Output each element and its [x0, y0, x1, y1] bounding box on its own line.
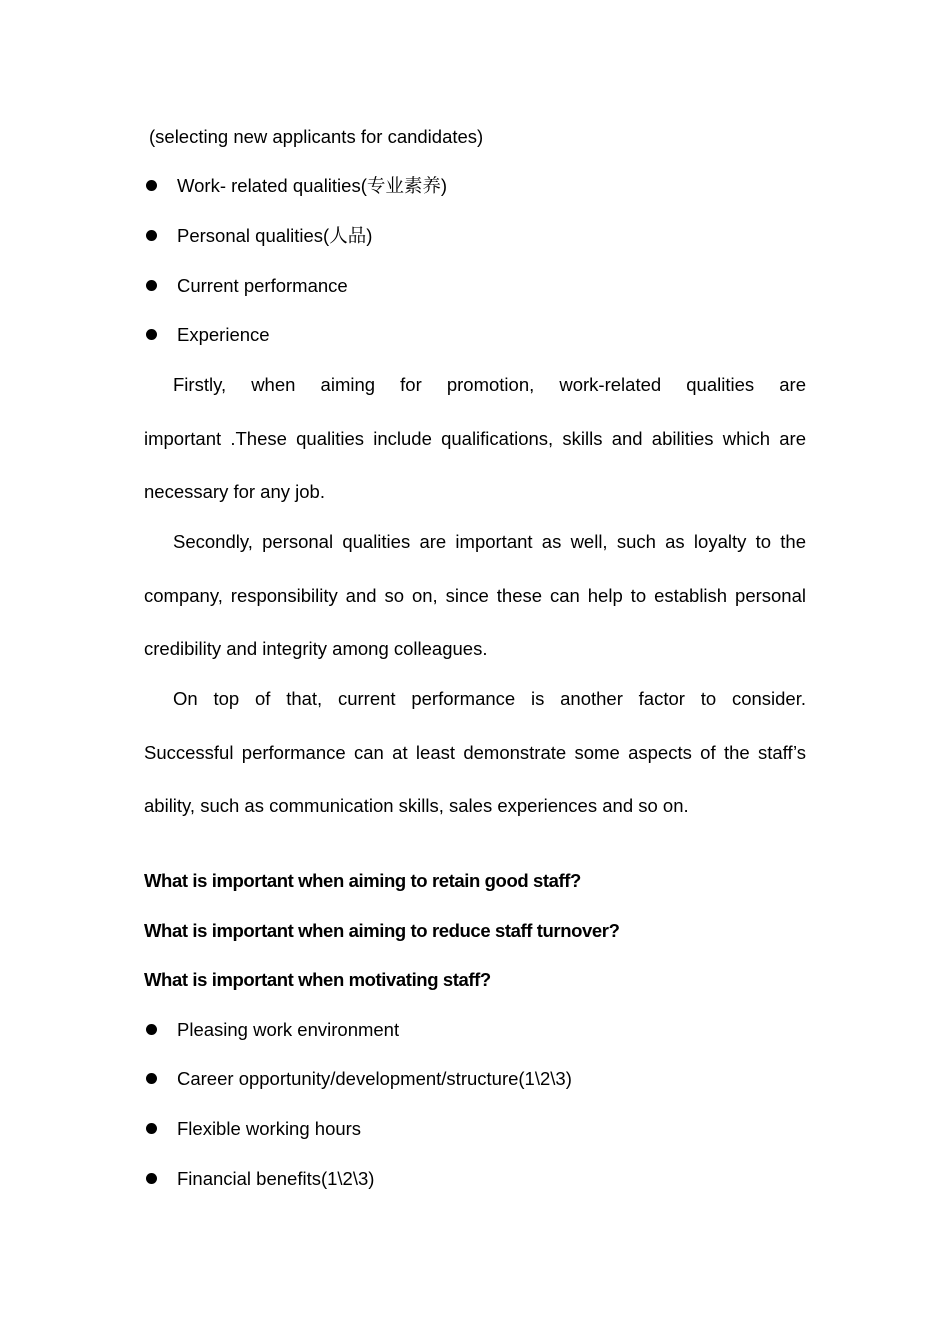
bullet-icon: [146, 329, 157, 340]
list-item-text: Current performance: [177, 275, 348, 296]
bullet-icon: [146, 1123, 157, 1134]
list-item-text: Experience: [177, 324, 270, 345]
list-item: [146, 1018, 399, 1042]
list-item: [146, 274, 348, 298]
list-item: [146, 1067, 572, 1091]
list-item: [146, 1167, 374, 1191]
list-item-text: Career opportunity/development/structure(1\2\3): [177, 1068, 572, 1089]
intro-line: (selecting new applicants for candidates): [149, 126, 484, 147]
bullet-icon: [146, 180, 157, 191]
bullet-icon: [146, 280, 157, 291]
list-item-text: Personal qualities(人品): [177, 225, 373, 246]
paragraph-line: Successful performance can at least demonstrate some aspects of the staff’s: [144, 742, 806, 763]
paragraph-line: credibility and integrity among colleagues.: [144, 638, 488, 659]
paragraph-line: On top of that, current performance is another factor to consider.: [173, 688, 806, 709]
list-item: [146, 224, 372, 248]
paragraph-line: necessary for any job.: [144, 481, 325, 502]
question-heading: What is important when aiming to reduce staff turnover?: [144, 920, 620, 941]
list-item: [146, 323, 270, 347]
paragraph-line: Firstly, when aiming for promotion, work-related qualities are: [173, 374, 806, 395]
bullet-icon: [146, 1024, 157, 1035]
question-heading: What is important when aiming to retain good staff?: [144, 870, 581, 891]
list-item: [146, 174, 447, 198]
list-item-text: Work- related qualities(专业素养): [177, 175, 448, 196]
paragraph-line: company, responsibility and so on, since these can help to establish personal: [144, 585, 806, 606]
bullet-icon: [146, 1073, 157, 1084]
paragraph-line: ability, such as communication skills, sales experiences and so on.: [144, 795, 689, 816]
list-item-text: Flexible working hours: [177, 1118, 362, 1139]
bullet-icon: [146, 1173, 157, 1184]
list-item-text: Financial benefits(1\2\3): [177, 1168, 375, 1189]
list-item-text: Pleasing work environment: [177, 1019, 400, 1040]
question-heading: What is important when motivating staff?: [144, 969, 491, 990]
bullet-icon: [146, 230, 157, 241]
list-item: [146, 1117, 361, 1141]
paragraph-line: Secondly, personal qualities are important as well, such as loyalty to the: [173, 531, 806, 552]
paragraph-line: important .These qualities include qualifications, skills and abilities which are: [144, 428, 806, 449]
